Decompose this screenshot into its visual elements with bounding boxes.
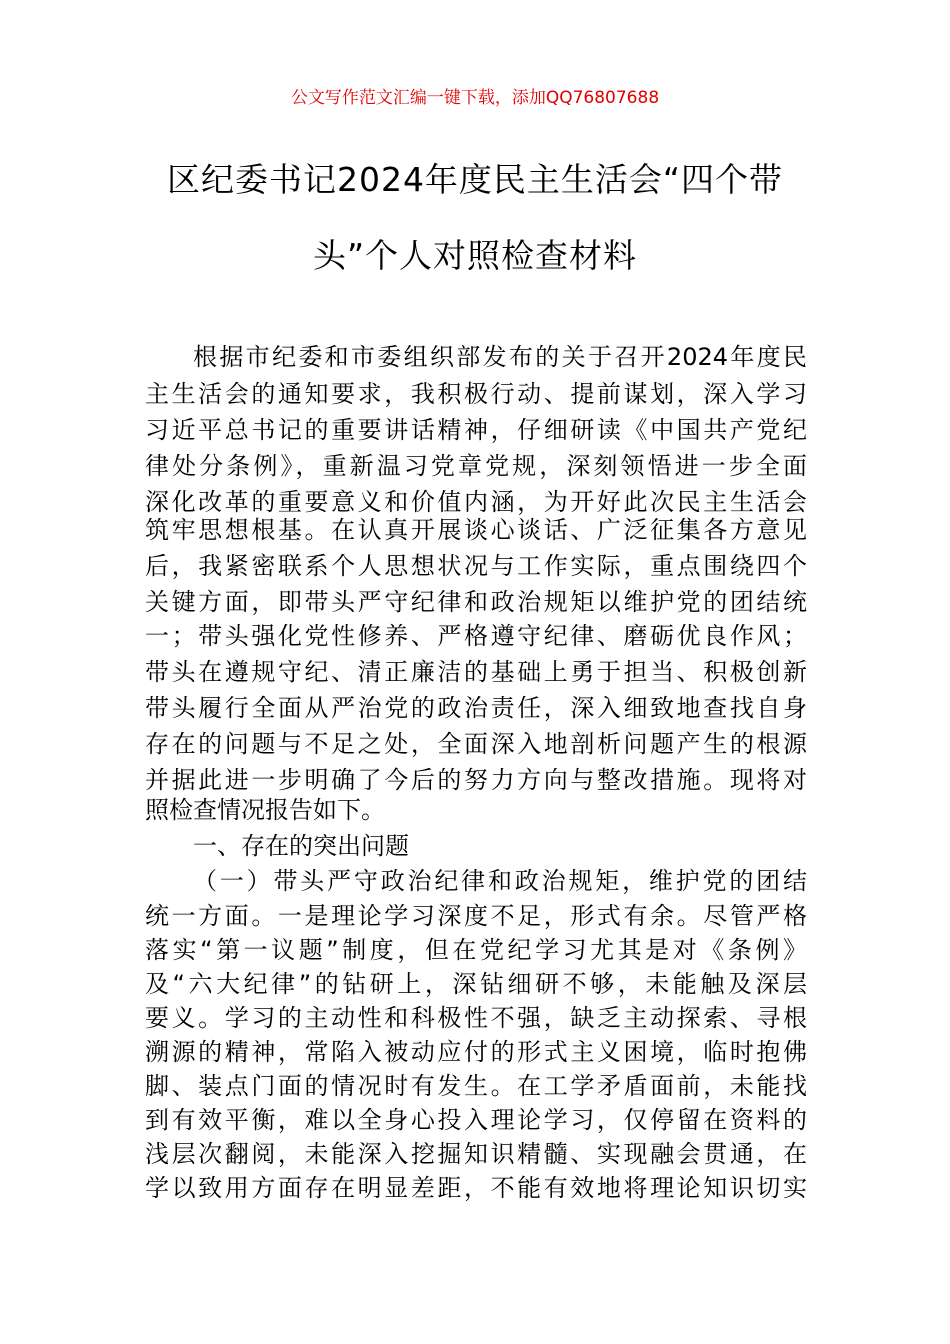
paragraph-line: 习近平总书记的重要讲话精神，仔细研读《中国共产党纪 <box>145 416 807 444</box>
paragraph-line: 要义。学习的主动性和科极性不强，缺乏主动探索、寻根 <box>145 1004 807 1032</box>
paragraph-line: 及“六大纪律”的钻研上，深钻细研不够，未能触及深层 <box>145 970 807 998</box>
paragraph-line: 存在的问题与不足之处，全面深入地剖析问题产生的根源 <box>145 730 807 758</box>
paragraph-line: 落实“第一议题”制度，但在党纪学习尤其是对《条例》 <box>145 936 807 964</box>
paragraph-line: 律处分条例》，重新温习党章党规，深刻领悟进一步全面 <box>145 452 807 480</box>
paragraph-line: 溯源的精神，常陷入被动应付的形式主义困境，临时抱佛 <box>145 1038 807 1066</box>
paragraph-line: 关键方面，即带头严守纪律和政治规矩以维护党的团结统 <box>145 588 807 616</box>
paragraph-line: 并据此进一步明确了今后的努力方向与整改措施。现将对 <box>145 766 807 794</box>
paragraph-line: 带头履行全面从严治党的政治责任，深入细致地查找自身 <box>145 694 807 722</box>
section-heading: 一、存在的突出问题 <box>193 832 409 860</box>
paragraph-line: 主生活会的通知要求，我积极行动、提前谋划，深入学习 <box>145 380 807 408</box>
paragraph-line: 脚、装点门面的情况时有发生。在工学矛盾面前，未能找 <box>145 1072 807 1100</box>
paragraph-line: 学以致用方面存在明显差距，不能有效地将理论知识切实 <box>145 1174 807 1202</box>
download-ad-banner: 公文写作范文汇编一键下载，添加QQ76807688 <box>290 88 660 108</box>
paragraph-line: 到有效平衡，难以全身心投入理论学习，仅停留在资料的 <box>145 1106 807 1134</box>
paragraph-line: （一）带头严守政治纪律和政治规矩，维护党的团结 <box>193 867 807 895</box>
paragraph-line: 一；带头强化党性修养、严格遵守纪律、磨砺优良作风； <box>145 622 807 650</box>
paragraph-line: 筑牢思想根基。在认真开展谈心谈话、广泛征集各方意见 <box>145 516 807 544</box>
paragraph-line: 深化改革的重要意义和价值内涵，为开好此次民主生活会 <box>145 488 807 516</box>
document-title-line-2: 头”个人对照检查材料 <box>312 236 638 275</box>
paragraph-line: 浅层次翻阅，未能深入挖掘知识精髓、实现融会贯通，在 <box>145 1140 807 1168</box>
paragraph-line: 统一方面。一是理论学习深度不足，形式有余。尽管严格 <box>145 902 807 930</box>
document-title-line-1: 区纪委书记2024年度民主生活会“四个带 <box>166 160 784 199</box>
paragraph-line: 带头在遵规守纪、清正廉洁的基础上勇于担当、积极创新 <box>145 658 807 686</box>
paragraph-line: 后，我紧密联系个人思想状况与工作实际，重点围绕四个 <box>145 552 807 580</box>
paragraph-line: 根据市纪委和市委组织部发布的关于召开2024年度民 <box>193 343 807 371</box>
paragraph-line: 照检查情况报告如下。 <box>145 796 385 824</box>
